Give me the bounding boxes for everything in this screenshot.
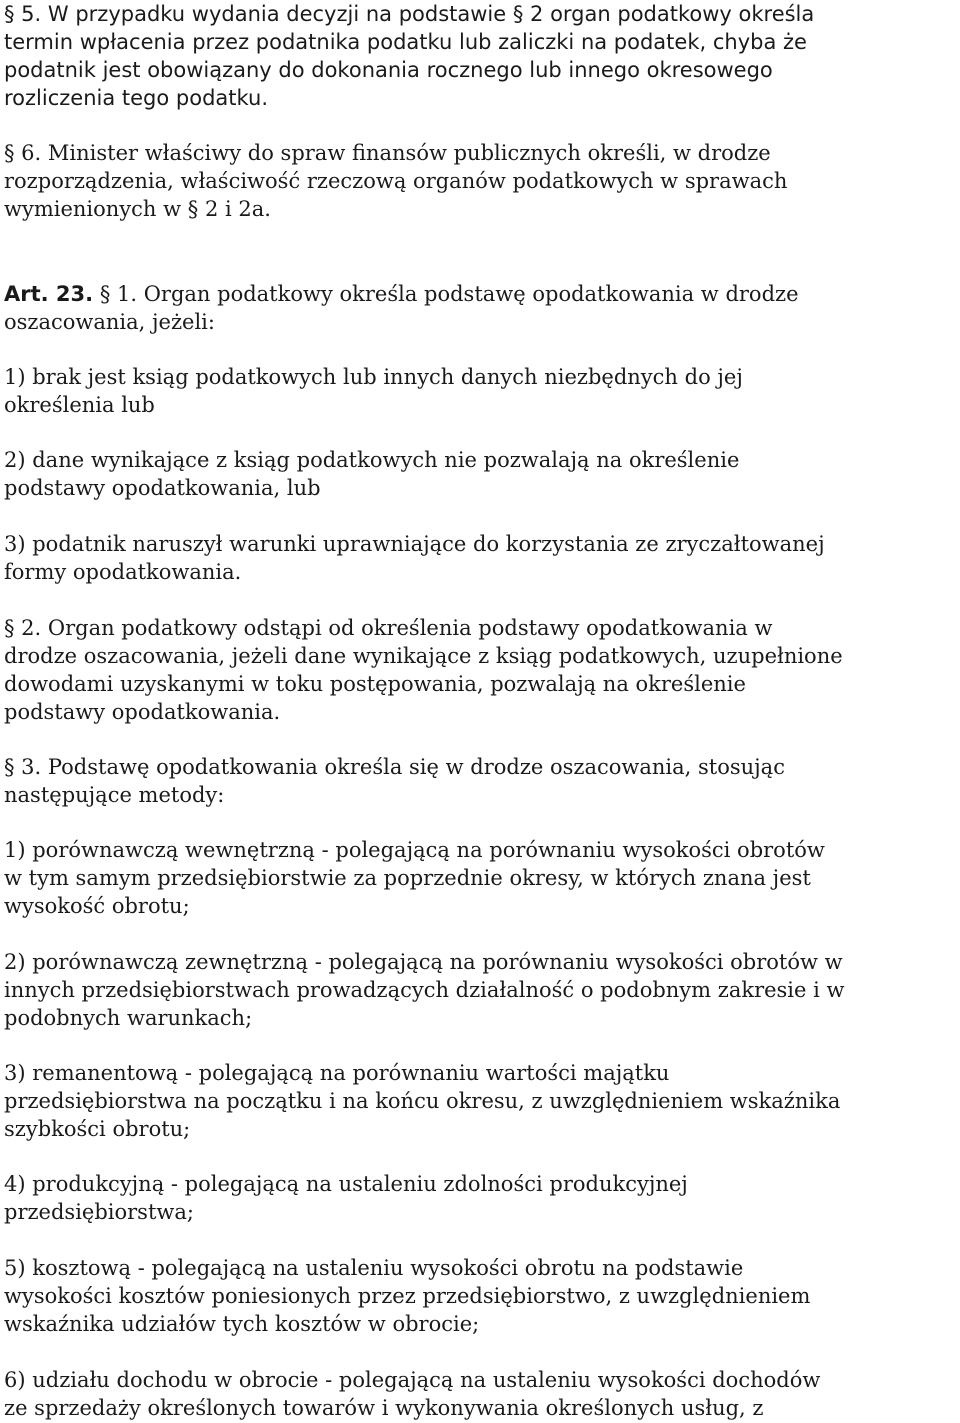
text-line: przedsiębiorstwa; bbox=[4, 1200, 194, 1224]
text-line: 4) produkcyjną - polegającą na ustaleniu zdolności produkcyjnej bbox=[4, 1172, 688, 1196]
text-line: 5) kosztową - polegającą na ustaleniu wysokości obrotu na podstawie bbox=[4, 1256, 744, 1280]
text-line: Art. 23. § 1. Organ podatkowy określa podstawę opodatkowania w drodze bbox=[4, 282, 799, 306]
text-line: oszacowania, jeżeli: bbox=[4, 310, 215, 334]
text-line: innych przedsiębiorstwach prowadzących działalność o podobnym zakresie i w bbox=[4, 978, 845, 1002]
text-line: rozliczenia tego podatku. bbox=[4, 86, 269, 110]
text-line: w tym samym przedsiębiorstwie za poprzednie okresy, w których znana jest bbox=[4, 866, 811, 890]
list-item bbox=[4, 948, 845, 1032]
text-line: § 2. Organ podatkowy odstąpi od określenia podstawy opodatkowania w bbox=[4, 616, 773, 640]
paragraph-3 bbox=[4, 753, 785, 809]
text-line: podatnik jest obowiązany do dokonania rocznego lub innego okresowego bbox=[4, 58, 773, 82]
text-line: określenia lub bbox=[4, 393, 155, 417]
list-item bbox=[4, 446, 739, 502]
text-line: 3) podatnik naruszył warunki uprawniające do korzystania ze zryczałtowanej bbox=[4, 532, 825, 556]
text-line: 2) dane wynikające z ksiąg podatkowych nie pozwalają na określenie bbox=[4, 448, 740, 472]
list-item bbox=[4, 836, 825, 920]
text-line: § 6. Minister właściwy do spraw finansów publicznych określi, w drodze bbox=[4, 141, 771, 165]
text-line: dowodami uzyskanymi w toku postępowania, pozwalają na określenie bbox=[4, 672, 746, 696]
text-line: wysokość obrotu; bbox=[4, 894, 190, 918]
text-line: § 3. Podstawę opodatkowania określa się w drodze oszacowania, stosując bbox=[4, 755, 785, 779]
article-number: Art. 23. bbox=[4, 282, 94, 306]
paragraph-2 bbox=[4, 614, 843, 726]
article-23-heading bbox=[4, 280, 799, 336]
text-line: 6) udziału dochodu w obrocie - polegającą na ustaleniu wysokości dochodów bbox=[4, 1368, 821, 1392]
list-item bbox=[4, 1059, 840, 1143]
list-item bbox=[4, 1366, 820, 1422]
text-line: przedsiębiorstwa na początku i na końcu okresu, z uwzględnieniem wskaźnika bbox=[4, 1089, 841, 1113]
list-item bbox=[4, 1170, 688, 1226]
text-line: formy opodatkowania. bbox=[4, 560, 242, 584]
text-line: rozporządzenia, właściwość rzeczową organów podatkowych w sprawach bbox=[4, 169, 788, 193]
text-line: podstawy opodatkowania, lub bbox=[4, 476, 321, 500]
text-line: szybkości obrotu; bbox=[4, 1117, 191, 1141]
text-line: podstawy opodatkowania. bbox=[4, 700, 281, 724]
paragraph-6 bbox=[4, 139, 787, 223]
text-line: wskaźnika udziałów tych kosztów w obrocie; bbox=[4, 1312, 480, 1336]
list-item bbox=[4, 530, 825, 586]
text-line: 1) brak jest ksiąg podatkowych lub innych danych niezbędnych do jej bbox=[4, 365, 743, 389]
text-line: ze sprzedaży określonych towarów i wykonywania określonych usług, z bbox=[4, 1396, 764, 1420]
text-line: 1) porównawczą wewnętrzną - polegającą na porównaniu wysokości obrotów bbox=[4, 838, 825, 862]
text-line: wymienionych w § 2 i 2a. bbox=[4, 197, 271, 221]
paragraph-5 bbox=[4, 0, 814, 112]
text-line: następujące metody: bbox=[4, 783, 225, 807]
text-line: § 5. W przypadku wydania decyzji na podstawie § 2 organ podatkowy określa bbox=[4, 2, 815, 26]
text-line: drodze oszacowania, jeżeli dane wynikające z ksiąg podatkowych, uzupełnione bbox=[4, 644, 843, 668]
text-line: podobnych warunkach; bbox=[4, 1006, 253, 1030]
text-line: 3) remanentową - polegającą na porównaniu wartości majątku bbox=[4, 1061, 670, 1085]
text-line: wysokości kosztów poniesionych przez przedsiębiorstwo, z uwzględnieniem bbox=[4, 1284, 811, 1308]
list-item bbox=[4, 1254, 810, 1338]
text-line: 2) porównawczą zewnętrzną - polegającą na porównaniu wysokości obrotów w bbox=[4, 950, 843, 974]
list-item bbox=[4, 363, 743, 419]
text-line: termin wpłacenia przez podatnika podatku lub zaliczki na podatek, chyba że bbox=[4, 30, 807, 54]
